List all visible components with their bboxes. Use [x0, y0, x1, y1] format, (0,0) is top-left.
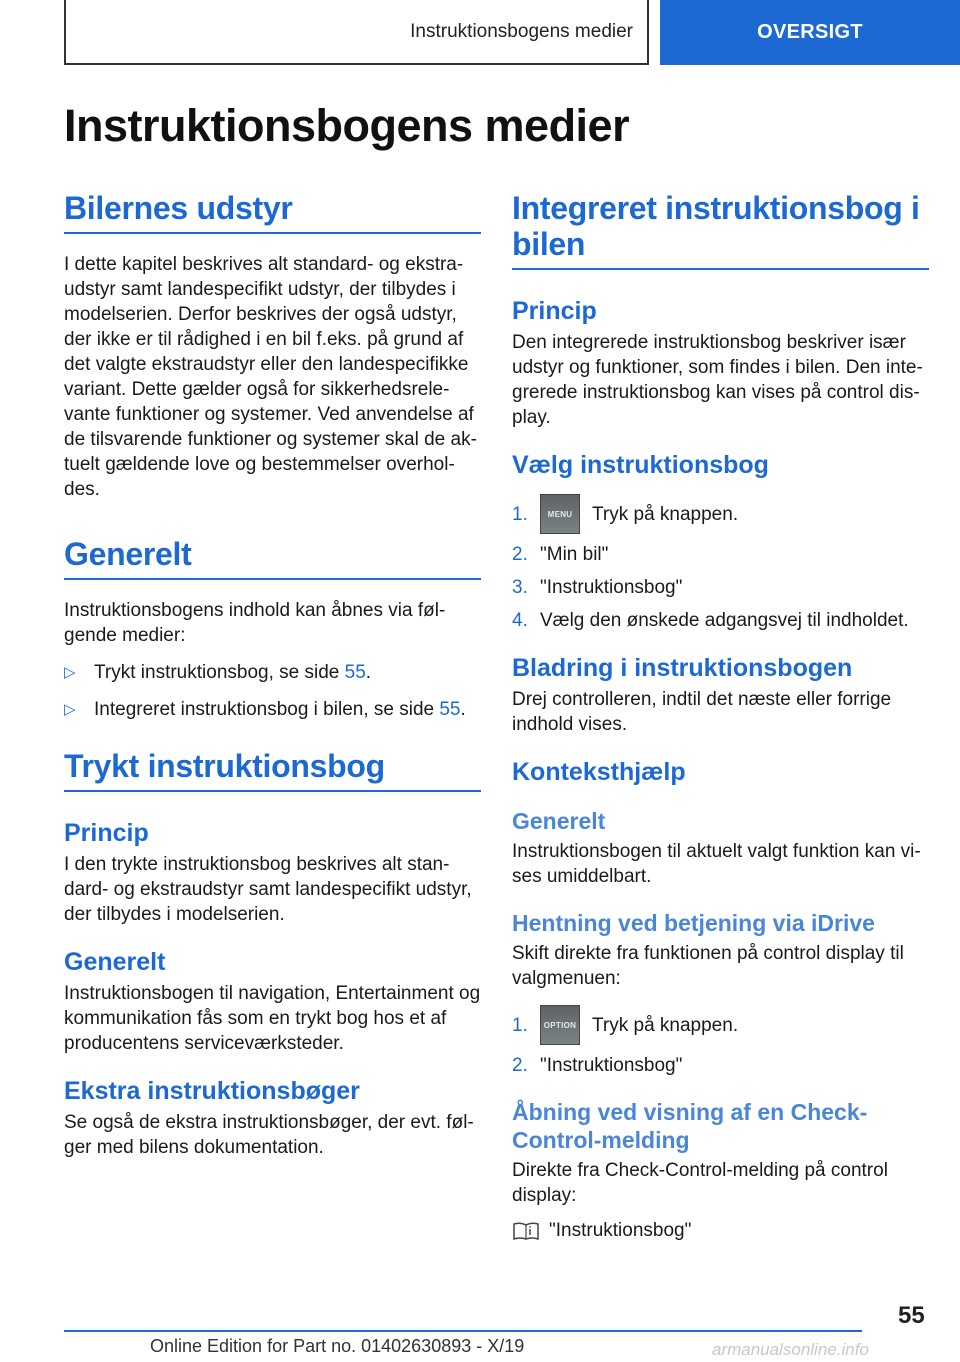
subheading-ekstra-instruktionsboeger: Ekstra instruktionsbøger	[64, 1077, 360, 1105]
media-list	[64, 660, 481, 722]
paragraph-princip: I den trykte instruktionsbog beskrives alt standard- og ekstraudstyr samt landespecifikt udstyr, der tilbydes i modelserien.	[64, 854, 472, 925]
list-item: 3. "Instruktionsbog"	[512, 577, 683, 598]
paragraph-bilernes-udstyr: I dette kapitel beskrives alt standard- og ekstraudstyr samt landespecifikt udstyr, der tilbydes i modelserien. Derfor beskrives der også udstyr, der ikke er til rådighed i en bil f.eks. på grund af det valgte ekstraudstyr eller den landespecifikke variant. Dette gælder også for sikkerhedsrelevante funktioner og systemer. Ved anvendelse af de tilsvarende funktioner og systemer skal de aktuelt gældende love og bestemmelser overholdes.	[64, 254, 477, 500]
tab-oversigt-label: OVERSIGT	[757, 21, 863, 43]
subheading-vaelg-instruktionsbog: Vælg instruktionsbog	[512, 451, 769, 479]
subheading-princip: Princip	[64, 819, 149, 847]
list-item: ▷ Integreret instruktionsbog i bilen, se side 55.	[64, 699, 466, 720]
heading-generelt: Generelt	[64, 536, 481, 580]
list-item: 1. OPTION Tryk på knappen.	[512, 1005, 929, 1045]
list-item: 1. MENU Tryk på knappen.	[512, 494, 929, 534]
page-title: Instruktionsbogens medier	[64, 100, 630, 151]
triangle-bullet-icon: ▷	[64, 701, 76, 718]
footer-divider	[64, 1330, 862, 1332]
list-item: ▷ Trykt instruktionsbog, se side 55.	[64, 662, 372, 683]
paragraph-ekstra: Se også de ekstra instruktionsbøger, der evt. følger med bilens dokumentation.	[64, 1112, 474, 1158]
footer-edition: Online Edition for Part no. 01402630893 - X/19	[150, 1336, 525, 1356]
triangle-bullet-icon: ▷	[64, 664, 76, 681]
tab-oversigt[interactable]	[660, 0, 960, 65]
paragraph-princip: Den integrerede instruktionsbog beskriver især udstyr og funktioner, som findes i bilen. Den integrerede instruktionsbog kan vises på control display.	[512, 332, 923, 428]
heading-trykt-instruktionsbog: Trykt instruktionsbog	[64, 748, 481, 792]
check-control-item: "Instruktionsbog"	[512, 1218, 929, 1243]
page-link[interactable]: 55	[439, 699, 461, 720]
subheading-bladring: Bladring i instruktionsbogen	[512, 654, 853, 682]
page-link[interactable]: 55	[344, 662, 366, 683]
subheading-hentning: Hentning ved betjening via iDrive	[512, 910, 875, 936]
book-icon	[512, 1221, 540, 1241]
heading-integreret-instruktionsbog: Integreret instruktionsbog i bilen	[512, 190, 929, 270]
subheading-generelt: Generelt	[512, 808, 606, 834]
right-column	[512, 190, 929, 1243]
paragraph-generelt-trykt: Instruktionsbogen til navigation, Entertainment og kommunikation fås som en trykt bog hos et af producentens serviceværksteder.	[64, 983, 481, 1054]
subheading-konteksthjaelp: Konteksthjælp	[512, 758, 686, 786]
left-column	[64, 190, 481, 1160]
paragraph-generelt-kontekst: Instruktionsbogen til aktuelt valgt funktion kan vises umiddelbart.	[512, 841, 921, 887]
subheading-aabning-check-control: Åbning ved visning af en Check-Control-melding	[512, 1099, 868, 1153]
menu-button-icon: MENU	[540, 494, 580, 534]
header-section-text: Instruktionsbogens medier	[410, 20, 633, 42]
paragraph-aabning: Direkte fra Check-Control-melding på control display:	[512, 1160, 888, 1206]
subheading-generelt: Generelt	[64, 948, 166, 976]
paragraph-hentning: Skift direkte fra funktionen på control display til valgmenuen:	[512, 943, 904, 989]
header-section-label	[64, 0, 649, 65]
subheading-princip: Princip	[512, 297, 597, 325]
watermark: armanualsonline.info	[712, 1340, 869, 1359]
heading-bilernes-udstyr: Bilernes udstyr	[64, 190, 481, 234]
paragraph-bladring: Drej controlleren, indtil det næste eller forrige indhold vises.	[512, 689, 892, 735]
paragraph-generelt: Instruktionsbogens indhold kan åbnes via følgende medier:	[64, 600, 446, 646]
list-item: 4. Vælg den ønskede adgangsvej til indholdet.	[512, 610, 909, 631]
hent-steps	[512, 1005, 929, 1078]
list-item: 2. "Min bil"	[512, 544, 609, 565]
page-number: 55	[898, 1302, 925, 1329]
option-button-icon: OPTION	[540, 1005, 580, 1045]
vaelg-steps	[512, 494, 929, 633]
list-item: 2. "Instruktionsbog"	[512, 1055, 683, 1076]
